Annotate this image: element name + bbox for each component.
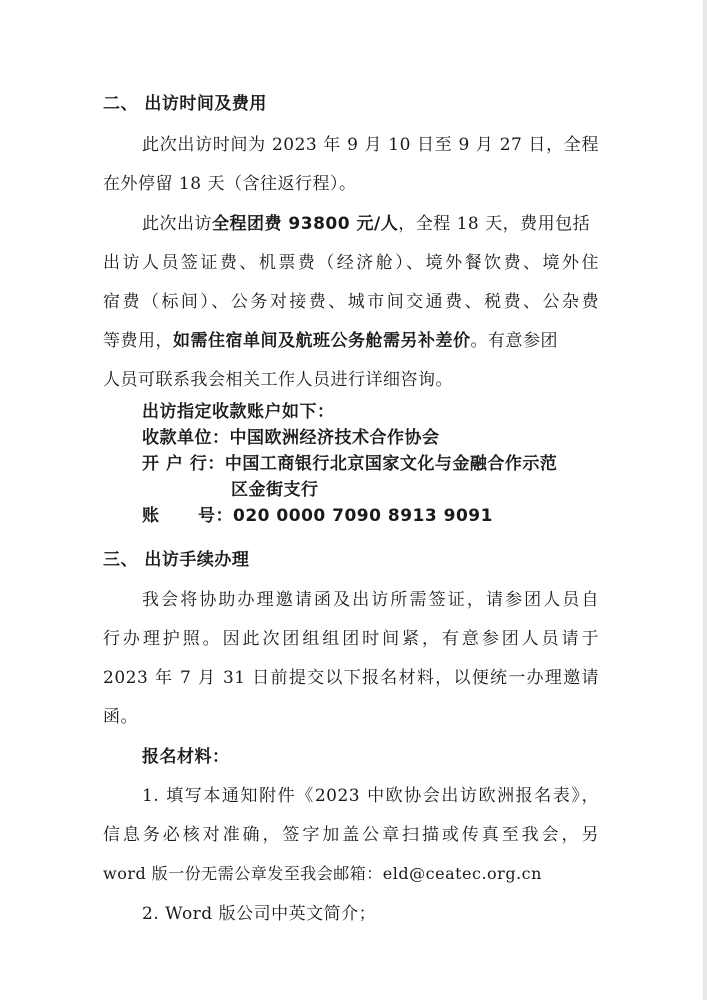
- section-2-paragraph-2-line-2: 出访人员签证费、机票费（经济舱）、境外餐饮费、境外住: [103, 253, 599, 273]
- account-number-value: 020 0000 7090 8913 9091: [233, 506, 493, 526]
- extra-charge-text: 如需住宿单间及航班公务舱需另补差价: [173, 331, 471, 351]
- section-2-paragraph-1-line-1: 此次出访时间为 2023 年 9 月 10 日至 9 月 27 日，全程: [142, 135, 599, 155]
- material-item-1-line-3: word 版一份无需公章发至我会邮箱：eld@ceatec.org.cn: [103, 864, 542, 883]
- scan-edge: [703, 0, 707, 1000]
- section-2-paragraph-2-line-3: 宿费（标间）、公务对接费、城市间交通费、税费、公杂费: [103, 292, 599, 312]
- material-item-1-line-2: 信息务必核对准确，签字加盖公章扫描或传真至我会，另: [103, 825, 599, 845]
- fee-intro-text: 此次出访: [142, 214, 212, 234]
- fee-duration-text: ，全程 18 天，费用包括: [398, 214, 591, 234]
- bank-value-continued: 区金街支行: [231, 480, 319, 500]
- payee-row: [142, 426, 440, 450]
- material-item-2-line-1: 2. Word 版公司中英文简介；: [142, 904, 377, 924]
- bank-row: [142, 452, 557, 476]
- account-number-label: 账 号：: [142, 506, 234, 526]
- account-title: 出访指定收款账户如下：: [142, 402, 335, 422]
- section-2-paragraph-2-line-1: [142, 212, 590, 236]
- material-item-1-line-1: 1. 填写本通知附件《2023 中欧协会出访欧洲报名表》，: [142, 786, 599, 806]
- payee-value: 中国欧洲经济技术合作协会: [229, 428, 440, 448]
- section-3-paragraph-1-line-1: 我会将协助办理邀请函及出访所需签证，请参团人员自: [142, 590, 599, 610]
- section-2-paragraph-2-line-5: 人员可联系我会相关工作人员进行详细咨询。: [103, 370, 453, 390]
- payee-label: 收款单位：: [142, 428, 230, 448]
- section-3-heading: 三、 出访手续办理: [103, 550, 250, 570]
- section-3-paragraph-1-line-4: 函。: [103, 707, 138, 727]
- interested-text: 。有意参团: [470, 331, 558, 351]
- materials-title: 报名材料：: [142, 747, 230, 767]
- section-2-paragraph-1-line-2: 在外停留 18 天（含往返行程）。: [103, 174, 357, 194]
- bank-label: 开 户 行：: [142, 454, 225, 474]
- section-2-paragraph-2-line-4: [103, 329, 558, 353]
- section-3-paragraph-1-line-3: 2023 年 7 月 31 日前提交以下报名材料，以便统一办理邀请: [103, 668, 599, 688]
- section-3-paragraph-1-line-2: 行办理护照。因此次团组组团时间紧，有意参团人员请于: [103, 629, 599, 649]
- account-number-row: [142, 504, 493, 528]
- bank-value: 中国工商银行北京国家文化与金融合作示范: [224, 454, 558, 474]
- section-2-heading: 二、 出访时间及费用: [103, 94, 267, 114]
- total-fee-text: 全程团费 93800 元/人: [212, 214, 399, 234]
- fee-etc-text: 等费用，: [103, 331, 173, 351]
